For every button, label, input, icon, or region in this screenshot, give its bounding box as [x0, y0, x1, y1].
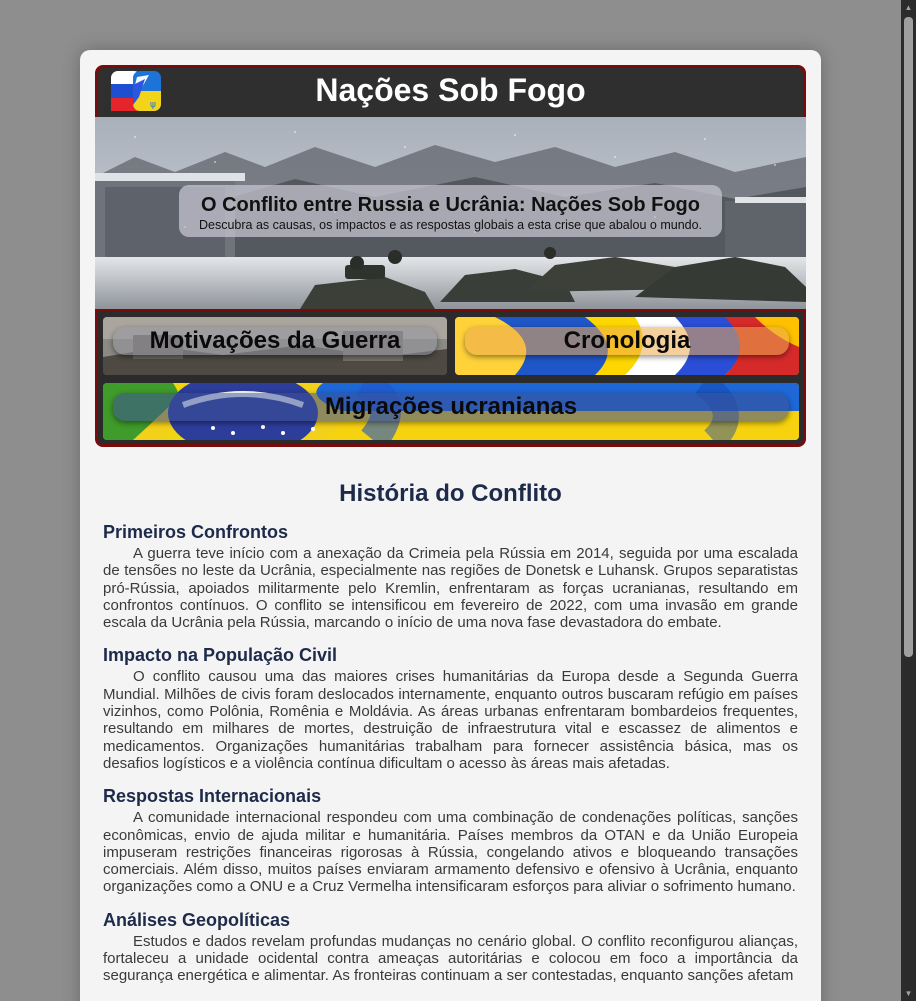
section-text-analises-geopoliticas: Estudos e dados revelam profundas mudanças no cenário global. O conflito reconfigurou alianças, fortaleceu a unidade ocidental contra ameaças autoritárias e colocou em foco a importância da segurança energética e alimentar. As fronteiras continuam a ser contestadas, enquanto sanções afetam [103, 932, 798, 985]
section-text-primeiros-confrontos: A guerra teve início com a anexação da Crimeia pela Rússia em 2014, seguida por uma escalada de tensões no leste da Ucrânia, especialmente nas regiões de Donetsk e Luhansk. Grupos separatistas pró-Rússia, apoiados militarmente pelo Kremlin, enfrentaram as forças ucranianas, resultando em confrontos contínuos. O conflito se intensificou em fevereiro de 2022, com uma invasão em grande escala da Ucrânia pela Rússia, marcando o início de uma nova fase devastadora do embate. [103, 545, 798, 632]
article-title: História do Conflito [339, 480, 562, 507]
hero-title: O Conflito entre Russia e Ucrânia: Nações Sob Fogo [201, 194, 700, 216]
section-heading-analises-geopoliticas: Análises Geopolíticas [103, 909, 291, 930]
section-heading-primeiros-confrontos: Primeiros Confrontos [103, 522, 289, 542]
nav-tile-migracoes[interactable] [103, 383, 799, 440]
scrollbar-thumb[interactable] [904, 17, 913, 657]
section-heading-impacto-populacao: Impacto na População Civil [103, 645, 338, 666]
section-heading-respostas-internacionais: Respostas Internacionais [103, 786, 322, 807]
hero-subtitle: Descubra as causas, os impactos e as respostas globais a esta crise que abalou o mundo. [198, 218, 703, 232]
nav-label-motivacoes: Motivações da Guerra [113, 327, 437, 355]
scroll-up-arrow-icon[interactable]: ▲ [904, 3, 913, 12]
svg-text:ψ: ψ [150, 100, 156, 110]
nav-menu [95, 309, 806, 447]
nav-label-migracoes: Migrações ucranianas [113, 393, 789, 421]
site-title: Nações Sob Fogo [315, 72, 586, 108]
article [103, 480, 798, 985]
hero-caption [179, 185, 722, 237]
site-header [95, 65, 806, 117]
section-text-respostas-internacionais: A comunidade internacional respondeu com uma combinação de condenações políticas, sanções econômicas, envio de ajuda militar e humanitária. Países membros da OTAN e da União Europeia impuseram restrições financeiras rigorosas à Rússia, congelando ativos e bloqueando transações comerciais. Além disso, muitos países enviaram armamento defensivo e ofensivo à Ucrânia, enquanto organizações como a ONU e a Cruz Vermelha intensificaram esforços para aliviar o sofrimento humano. [103, 809, 798, 896]
scroll-down-arrow-icon[interactable]: ▼ [904, 989, 913, 998]
hero-banner [95, 117, 806, 309]
nav-label-cronologia: Cronologia [465, 327, 789, 355]
section-text-impacto-populacao: O conflito causou uma das maiores crises humanitárias da Europa desde a Segunda Guerra Mundial. Milhões de civis foram deslocados internamente, enquanto outros buscaram refúgio em países vizinhos, como Polônia, Romênia e Moldávia. As áreas urbanas enfrentaram bombardeios frequentes, resultando em milhares de mortes, destruição de infraestrutura vital e escassez de alimentos e medicamentos. Organizações humanitárias trabalham para fornecer assistência básica, mas os desafios logísticos e a violência contínua dificultam o acesso às áreas mais afetadas. [103, 668, 798, 772]
page-scrollbar[interactable] [901, 0, 916, 1001]
page-card [80, 50, 821, 1001]
nav-tile-motivacoes[interactable] [103, 317, 447, 375]
nav-tile-cronologia[interactable] [455, 317, 799, 375]
